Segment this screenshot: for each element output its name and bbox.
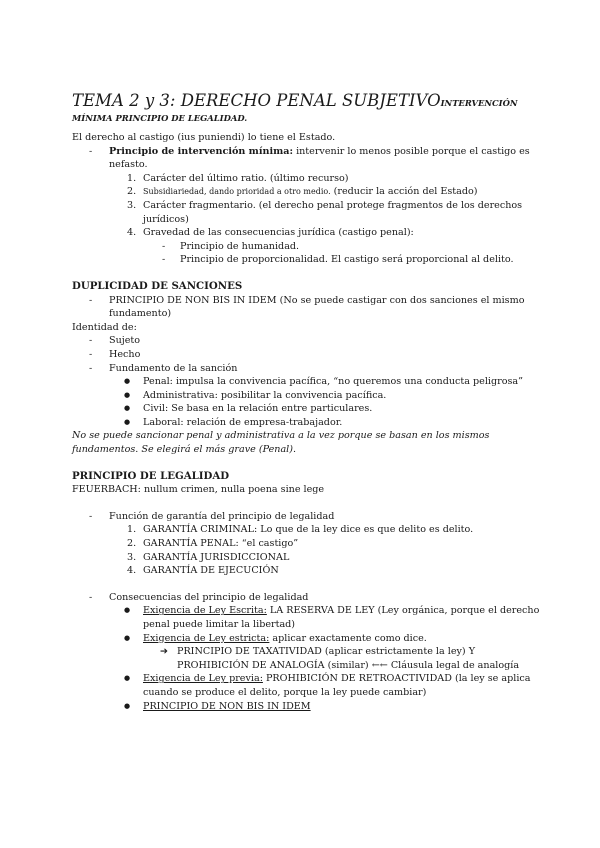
arrow-icon: ➔ xyxy=(160,646,169,658)
feuerbach-text: FEUERBACH: nullum crimen, nulla poena sine lege xyxy=(72,484,325,496)
arrow-item: ➔ PRINCIPIO DE TAXATIVIDAD (aplicar estrictamente la ley) Y PROHIBICIÓN DE ANALOGÍA (similar) ←← Cláusula legal de analogía xyxy=(160,646,520,671)
bullet-item: ● Administrativa: posibilitar la convivencia pacífica. xyxy=(72,389,542,403)
title-continuation: MÍNIMA PRINCIPIO DE LEGALIDAD. xyxy=(72,113,248,123)
dash-item: - Fundamento de la sanción xyxy=(72,362,542,376)
bullet-item: ● Exigencia de Ley Escrita: LA RESERVA DE LEY (Ley orgánica, porque el derecho penal puede limitar la libertad) xyxy=(72,604,542,631)
sub-item: - Principio de humanidad. xyxy=(72,240,542,254)
bullet-item: ● Exigencia de Ley estricta: aplicar exactamente como dice. xyxy=(72,632,542,646)
numbered-item: 4. Gravedad de las consecuencias jurídica (castigo penal): xyxy=(127,227,414,239)
numbered-item: 1. GARANTÍA CRIMINAL: Lo que de la ley dice es que delito es delito. xyxy=(127,524,474,536)
numbered-item: 1. Carácter del último ratio. (último recurso) xyxy=(127,172,349,184)
intervencion-label: Principio de intervención mínima: xyxy=(109,145,294,157)
numbered-item: 4. GARANTÍA DE EJECUCIÓN xyxy=(127,565,279,577)
document-page xyxy=(72,92,542,713)
dash-item: - PRINCIPIO DE NON BIS IN IDEM (No se puede castigar con dos sanciones el mismo fundamento) xyxy=(72,294,542,321)
numbered-item: 3. Carácter fragmentario. (el derecho penal protege fragmentos de los derechos jurídicos) xyxy=(127,199,523,225)
intervencion-text: intervenir lo menos posible porque el castigo es nefasto. xyxy=(109,145,530,171)
sub-item: - Principio de proporcionalidad. El castigo será proporcional al delito. xyxy=(72,253,542,267)
intro-text: El derecho al castigo (ius puniendi) lo tiene el Estado. xyxy=(72,132,336,143)
numbered-item: 2. GARANTÍA PENAL: “el castigo” xyxy=(127,538,299,550)
numbered-item: 3. GARANTÍA JURISDICCIONAL xyxy=(127,551,290,563)
numbered-item: 2. Subsidiariedad, dando prioridad a otro medio. (reducir la acción del Estado) xyxy=(127,186,478,198)
bullet-item: ● Civil: Se basa en la relación entre particulares. xyxy=(72,402,542,416)
title-suffix: INTERVENCIÓN xyxy=(440,98,518,108)
dash-item: - Sujeto xyxy=(72,334,542,348)
italic-note: No se puede sancionar penal y administrativa a la vez porque se basan en los mismos fundamentos. Se elegirá el más grave (Penal). xyxy=(72,430,490,456)
intervencion-item xyxy=(72,145,542,172)
section-heading-duplicidad: DUPLICIDAD DE SANCIONES xyxy=(72,279,243,292)
dash-item: - Función de garantía del principio de legalidad xyxy=(72,510,542,524)
page-title xyxy=(72,92,542,112)
bullet-item: ● Laboral: relación de empresa-trabajador. xyxy=(72,416,542,430)
section-heading-legalidad: PRINCIPIO DE LEGALIDAD xyxy=(72,469,230,482)
bullet-item: ● Exigencia de Ley previa: PROHIBICIÓN DE RETROACTIVIDAD (la ley se aplica cuando se produce el delito, porque la ley puede cambiar) xyxy=(72,672,542,699)
bullet-item: ● PRINCIPIO DE NON BIS IN IDEM xyxy=(72,700,542,714)
title-main: TEMA 2 y 3: DERECHO PENAL SUBJETIVO xyxy=(72,91,441,110)
bullet-item: ● Penal: impulsa la convivencia pacífica, “no queremos una conducta peligrosa” xyxy=(72,375,542,389)
identity-label: Identidad de: xyxy=(72,321,137,333)
dash-item: - Hecho xyxy=(72,348,542,362)
dash-item: - Consecuencias del principio de legalidad xyxy=(72,591,542,605)
